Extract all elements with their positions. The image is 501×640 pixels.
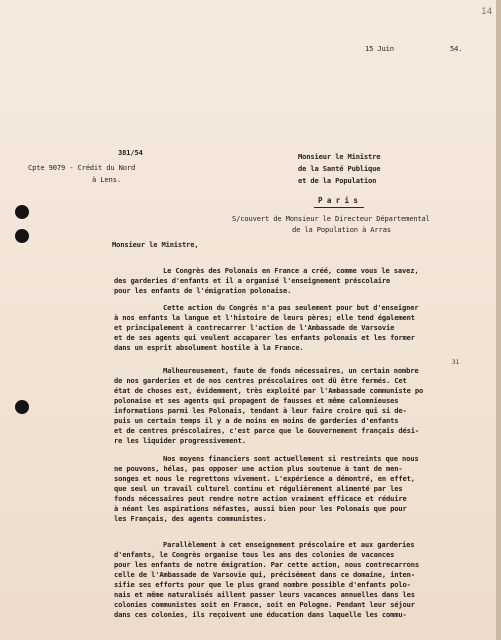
paragraph-4-line: que seul un travail culturel continu et régulièrement alimenté par les <box>114 484 403 493</box>
via-line-1: S/couvert de Monsieur le Directeur Départemental <box>232 214 430 223</box>
place-underline <box>314 207 364 208</box>
date-day-month: 15 Juin <box>365 44 394 53</box>
paragraph-4-line: Nos moyens financiers sont actuellement si restreints que nous <box>163 454 419 463</box>
recipient-place: P a r i s <box>318 196 358 205</box>
reference-city: à Lens. <box>92 175 121 184</box>
paragraph-3-line: polonaise et ses agents qui propagent de fausses et même calomnieuses <box>114 396 399 405</box>
via-line-2: de la Population à Arras <box>292 225 391 234</box>
paragraph-4-line: ne pouvons, hélas, pas opposer une action plus soutenue à tant de men- <box>114 464 403 473</box>
paragraph-3-line: état de choses est, évidemment, très exploité par l'Ambassade communiste po <box>114 386 424 395</box>
paragraph-4-line: les Français, des agents communistes. <box>114 514 267 523</box>
salutation: Monsieur le Ministre, <box>112 240 199 249</box>
paragraph-1-line: pour les enfants de l'émigration polonaise. <box>114 286 292 295</box>
paragraph-4-line: fonds nécessaires peut rendre notre action vraiment efficace et réduire <box>114 494 407 503</box>
punch-hole-bottom <box>15 400 29 414</box>
archive-number-annotation: 14 <box>481 7 493 17</box>
paragraph-2-line: et de ses agents qui veulent accaparer les enfants polonais et les former <box>114 333 415 342</box>
paragraph-5-line: pour les enfants de notre émigration. Par cette action, nous contrecarrons <box>114 560 419 569</box>
paragraph-1-line: Le Congrès des Polonais en France a créé, comme vous le savez, <box>163 266 419 275</box>
punch-hole-middle <box>15 229 29 243</box>
reference-account: Cpte 9079 - Crédit du Nord <box>28 163 136 172</box>
recipient-line-3: et de la Population <box>298 176 377 185</box>
paragraph-4-line: à néant les aspirations néfastes, aussi bien pour les Polonais que pour <box>114 504 407 513</box>
paragraph-5-line: dans ces colonies, ils reçoivent une éducation dans laquelle les commu- <box>114 610 407 619</box>
recipient-line-1: Monsieur le Ministre <box>298 152 381 161</box>
paragraph-3-line: re les liquider progressivement. <box>114 436 246 445</box>
paragraph-2-line: Cette action du Congrès n'a pas seulement pour but d'enseigner <box>163 303 419 312</box>
reference-number: 381/54 <box>118 148 143 157</box>
paragraph-3-line: informations parmi les Polonais, tendant à leur faire croire qui si de- <box>114 406 407 415</box>
page-edge <box>496 0 501 640</box>
paragraph-5-line: d'enfants, le Congrès organise tous les ans des colonies de vacances <box>114 550 395 559</box>
paragraph-5-line: Parallèlement à cet enseignement préscolaire et aux garderies <box>163 540 415 549</box>
paragraph-2-line: à nos enfants la langue et l'histoire de leurs pères; elle tend également <box>114 313 415 322</box>
paragraph-5-line: sifie ses efforts pour que le plus grand nombre possible d'enfants polo- <box>114 580 411 589</box>
paragraph-3-line: Malheureusement, faute de fonds nécessaires, un certain nombre <box>163 366 419 375</box>
paragraph-5-line: nais et même naturalisés aillent passer leurs vacances annuelles dans les <box>114 590 415 599</box>
paragraph-3-line: puis un certain temps il y a de moins en moins de garderies d'enfants <box>114 416 399 425</box>
paragraph-2-line: dans un esprit absolument hostile à la France. <box>114 343 304 352</box>
paragraph-2-line: et principalement à contrecarrer l'action de l'Ambassade de Varsovie <box>114 323 395 332</box>
paragraph-5-line: celle de l'Ambassade de Varsovie qui, précisément dans ce domaine, inten- <box>114 570 415 579</box>
recipient-line-2: de la Santé Publique <box>298 164 381 173</box>
punch-hole-top <box>15 205 29 219</box>
paragraph-5-line: colonies communistes soit en France, soit en Pologne. Pendant leur séjour <box>114 600 415 609</box>
paragraph-1-line: des garderies d'enfants et il a organisé l'enseignement préscolaire <box>114 276 391 285</box>
date-year: 54. <box>450 44 463 53</box>
paragraph-3-line: de nos garderies et de nos centres préscolaires ont dû être fermés. Cet <box>114 376 407 385</box>
paragraph-4-line: songes et nous le regrettons vivement. L'expérience a démontré, en effet, <box>114 474 415 483</box>
paragraph-3-line: et de centres préscolaires, c'est parce que le Gouvernement français dési- <box>114 426 419 435</box>
margin-mark: 31 <box>452 359 460 366</box>
